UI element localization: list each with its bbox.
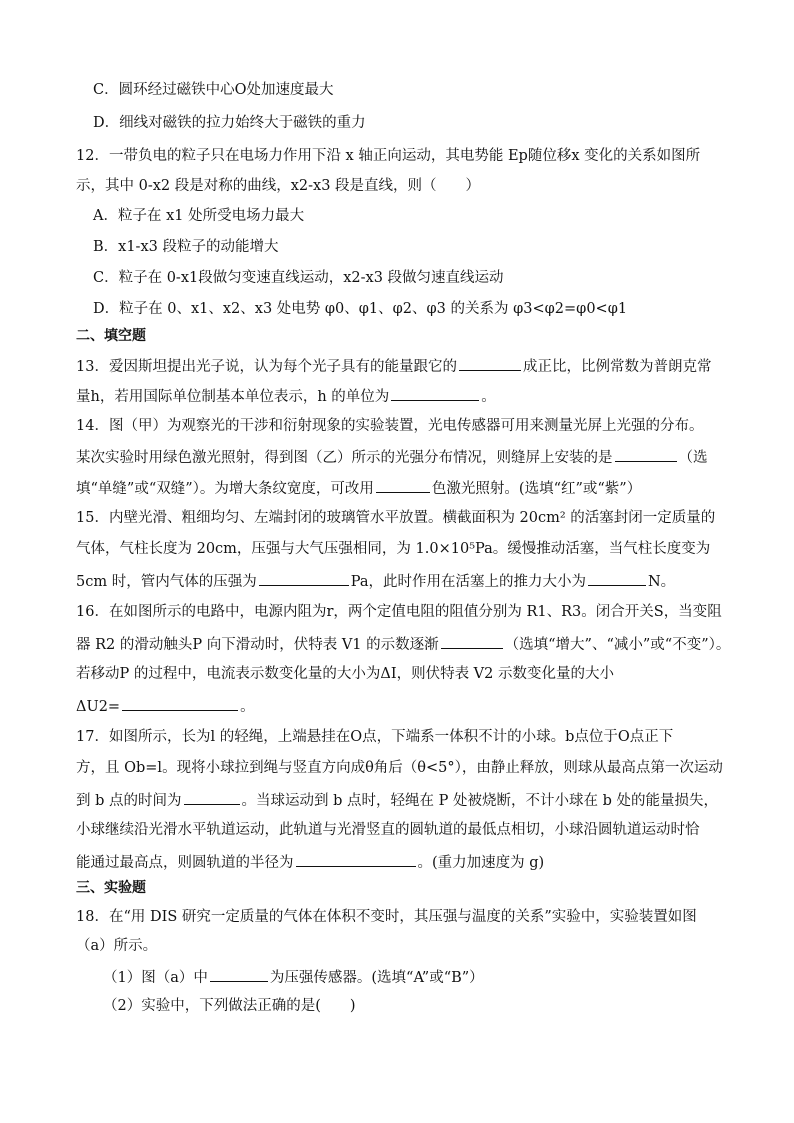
q15-line1: 15．内壁光滑、粗细均匀、左端封闭的玻璃管水平放置。横截面积为 20cm² 的活塞封闭一定质量的 (76, 510, 716, 526)
q15-line2: 气体，气柱长度为 20cm，压强与大气压强相同，为 1.0×10⁵Pa。缓慢推动活塞，当气柱长度变为 (76, 541, 711, 557)
q16-line1: 16．在如图所示的电路中，电源内阻为r，两个定值电阻的阻值分别为 R1、R3。闭合开关S，当变阻 (76, 604, 722, 620)
q15-text-b: Pa，此时作用在活塞上的推力大小为 (350, 574, 586, 590)
q11-option-c: C．圆环经过磁铁中心O处加速度最大 (93, 82, 334, 98)
q17-line3 (76, 789, 726, 811)
q17-line2: 方，且 Ob=l。现将小球拉到绳与竖直方向成θ角后（θ<5°），由静止释放，则球从最高点第一次运动 (76, 760, 723, 776)
section-fill-in-title: 二、填空题 (76, 328, 146, 344)
q17-text-c: 能通过最高点，则圆轨道的半径为 (76, 855, 294, 871)
q15-blank-2[interactable] (588, 570, 646, 586)
q18-sub1 (103, 966, 753, 988)
q14-text-b: （选 (678, 450, 708, 466)
q17-blank-1[interactable] (184, 789, 240, 805)
q14-line3 (76, 477, 726, 499)
q14-line1: 14．图（甲）为观察光的干涉和衍射现象的实验装置，光电传感器可用来测量光屏上光强的分布。 (76, 418, 704, 434)
q12-option-c: C．粒子在 0-x1段做匀变速直线运动，x2-x3 段做匀速直线运动 (93, 270, 504, 286)
q13-text-b: 成正比，比例常数为普朗克常 (522, 359, 712, 375)
q12-stem-line2: 示，其中 0-x2 段是对称的曲线，x2-x3 段是直线，则（ ） (76, 178, 481, 194)
q17-line1: 17．如图所示，长为l 的轻绳，上端悬挂在O点，下端系一体积不计的小球。b点位于O点正下 (76, 729, 674, 745)
q17-line5 (76, 851, 726, 873)
q12-stem-line1: 12．一带负电的粒子只在电场力作用下沿 x 轴正向运动，其电势能 Ep随位移x 变化的关系如图所 (76, 148, 701, 164)
q17-text-a: 到 b 点的时间为 (76, 793, 182, 809)
q14-blank-2[interactable] (376, 477, 430, 493)
q12-option-d: D．粒子在 0、x1、x2、x3 处电势 φ0、φ1、φ2、φ3 的关系为 φ3<φ2=φ0<φ1 (93, 301, 628, 317)
q15-text-c: N。 (647, 574, 676, 590)
q15-blank-1[interactable] (259, 570, 349, 586)
q13-text-a: 13．爱因斯坦提出光子说，认为每个光子具有的能量跟它的 (76, 359, 457, 375)
q17-blank-2[interactable] (296, 851, 416, 867)
q18-sub2: （2）实验中，下列做法正确的是( ) (103, 998, 356, 1014)
q18-line1: 18．在“用 DIS 研究一定质量的气体在体积不变时，其压强与温度的关系”实验中，实验装置如图 (76, 909, 697, 925)
q15-line3 (76, 570, 726, 592)
q13-blank-1[interactable] (459, 355, 521, 371)
q13-line1 (76, 355, 726, 377)
q17-line4: 小球继续沿光滑水平轨道运动，此轨道与光滑竖直的圆轨道的最低点相切，小球沿圆轨道运动时恰 (76, 822, 700, 838)
q13-text-d: 。 (481, 389, 496, 405)
q14-text-c: 填“单缝”或“双缝”）。为增大条纹宽度，可改用 (76, 481, 374, 497)
q16-text-a: 器 R2 的滑动触头P 向下滑动时，伏特表 V1 的示数逐渐 (76, 637, 439, 653)
q18-sub1-text-b: 为压强传感器。(选填“A”或“B”） (269, 970, 484, 986)
q16-text-d: 。 (240, 699, 255, 715)
q12-option-a: A．粒子在 x1 处所受电场力最大 (93, 208, 305, 224)
q16-blank-1[interactable] (441, 633, 503, 649)
q17-text-b: 。当球运动到 b 点时，轻绳在 P 处被烧断，不计小球在 b 处的能量损失， (241, 793, 718, 809)
q14-line2 (76, 446, 726, 468)
q13-blank-2[interactable] (391, 385, 479, 401)
q17-text-d: 。(重力加速度为 g) (417, 855, 545, 871)
q13-text-c: 量h，若用国际单位制基本单位表示，h 的单位为 (76, 389, 390, 405)
q14-blank-1[interactable] (615, 446, 677, 462)
q16-blank-2[interactable] (122, 695, 238, 711)
q16-line4 (76, 695, 726, 717)
q16-text-c: ΔU2= (76, 699, 121, 715)
section-experiment-title: 三、实验题 (76, 880, 146, 896)
q18-blank-1[interactable] (210, 966, 268, 982)
q16-text-b: （选填“增大”、“减小”或“不变”）。 (504, 637, 731, 653)
q18-sub1-text-a: （1）图（a）中 (103, 970, 208, 986)
q13-line2 (76, 385, 726, 407)
q12-option-b: B．x1-x3 段粒子的动能增大 (93, 239, 279, 255)
q18-line2: （a）所示。 (76, 938, 158, 954)
q15-text-a: 5cm 时，管内气体的压强为 (76, 574, 257, 590)
q16-line3: 若移动P 的过程中，电流表示数变化量的大小为ΔI，则伏特表 V2 示数变化量的大小 (76, 666, 614, 682)
q14-text-a: 某次实验时用绿色激光照射，得到图（乙）所示的光强分布情况，则缝屏上安装的是 (76, 450, 613, 466)
q16-line2 (76, 633, 731, 655)
q14-text-d: 色激光照射。(选填“红”或“紫”） (431, 481, 642, 497)
q11-option-d: D．细线对磁铁的拉力始终大于磁铁的重力 (93, 115, 366, 131)
